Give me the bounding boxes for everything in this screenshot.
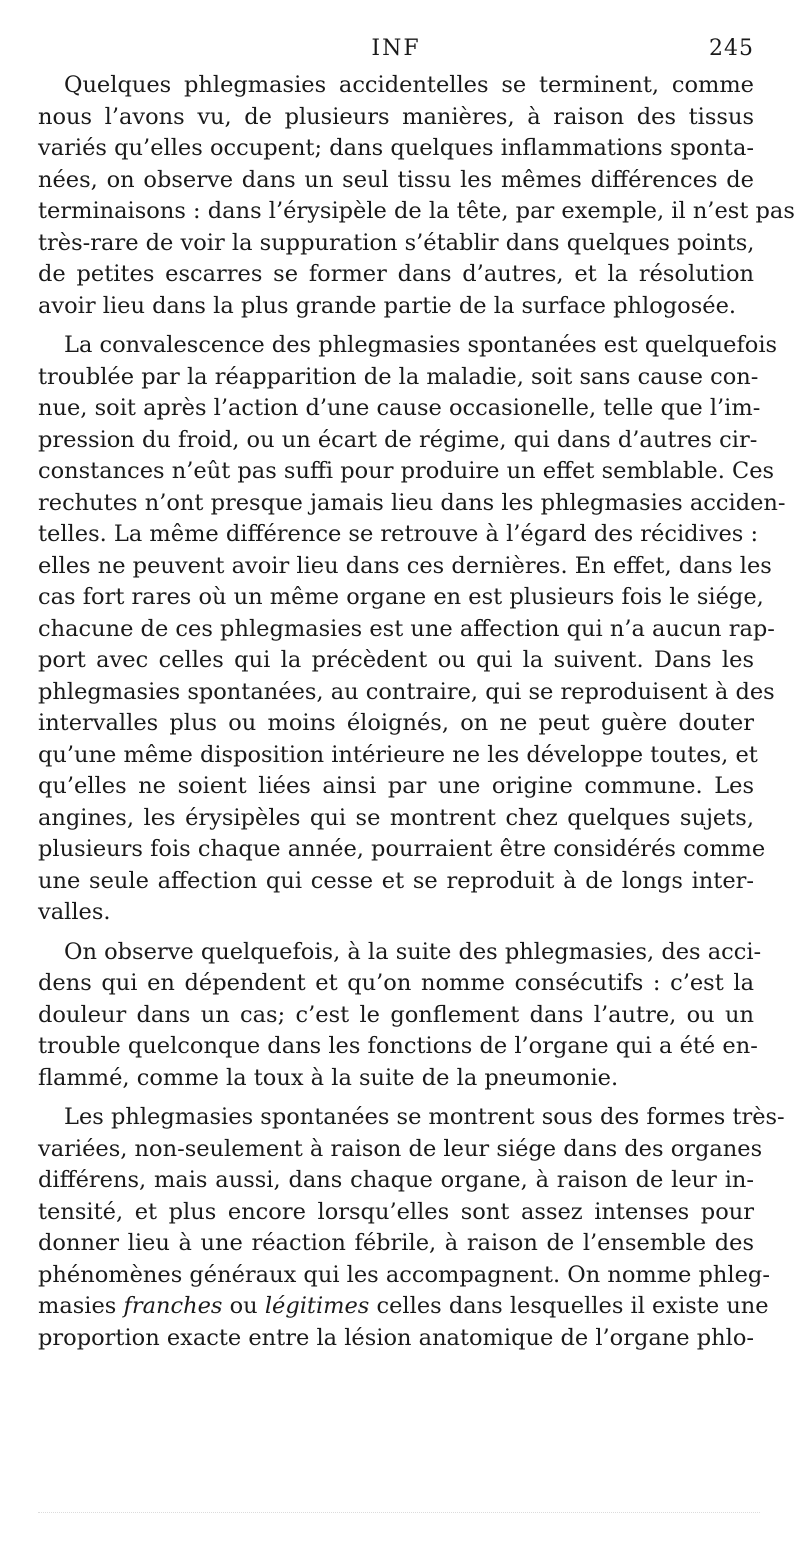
text-line: phlegmasies spontanées, au contraire, qui se reproduisent à des: [38, 678, 775, 705]
text-line: troublée par la réapparition de la maladie, soit sans cause con-: [38, 363, 759, 390]
text-line: de petites escarres se former dans d’autres, et la résolution: [38, 261, 754, 287]
text-line: flammé, comme la toux à la suite de la pneumonie.: [38, 1064, 619, 1091]
text-line: phénomènes généraux qui les accompagnent. On nomme phleg-: [38, 1261, 770, 1288]
text-line: chacune de ces phlegmasies est une affection qui n’a aucun rap-: [38, 615, 775, 642]
text-line: pression du froid, ou un écart de régime, qui dans d’autres cir-: [38, 426, 758, 453]
text-line: plusieurs fois chaque année, pourraient être considérés comme: [38, 836, 766, 862]
text-line: On observe quelquefois, à la suite des phlegmasies, des acci-: [64, 938, 762, 965]
text-line: qu’elles ne soient liées ainsi par une origine commune. Les: [38, 773, 754, 799]
text-line: cas fort rares où un même organe en est plusieurs fois le siége,: [38, 584, 764, 610]
text-line: nées, on observe dans un seul tissu les mêmes différences de: [38, 166, 754, 193]
page-bottom-margin: [38, 1512, 760, 1523]
text-line: Quelques phlegmasies accidentelles se terminent, comme: [64, 72, 754, 98]
text-line: variées, non-seulement à raison de leur siége dans des organes: [38, 1135, 763, 1162]
text-line: avoir lieu dans la plus grande partie de la surface phlogosée.: [38, 292, 737, 319]
text-line: constances n’eût pas suffi pour produire un effet semblable. Ces: [38, 458, 775, 484]
text-fragment: ou: [222, 1293, 265, 1319]
text-line: différens, mais aussi, dans chaque organe, à raison de leur in-: [38, 1167, 754, 1193]
paragraph-4: [38, 1102, 785, 1354]
running-head: [38, 36, 754, 66]
paragraph-3: [38, 937, 762, 1095]
page-number: 245: [709, 36, 754, 61]
text-line: tensité, et plus encore lorsqu’elles sont assez intenses pour: [38, 1198, 754, 1225]
text-line: douleur dans un cas; c’est le gonflement dans l’autre, ou un: [38, 1001, 754, 1028]
text-fragment: masies: [38, 1293, 124, 1319]
running-head-word: INF: [371, 36, 421, 61]
italic-term-franches: franches: [123, 1293, 223, 1319]
italic-term-legitimes: légitimes: [264, 1293, 370, 1319]
text-line: telles. La même différence se retrouve à l’égard des récidives :: [38, 521, 759, 547]
body-text: [38, 70, 795, 1362]
text-line: port avec celles qui la précèdent ou qui la suivent. Dans les: [38, 647, 754, 673]
text-line: très-rare de voir la suppuration s’établir dans quelques points,: [38, 229, 755, 256]
text-line: dens qui en dépendent et qu’on nomme consécutifs : c’est la: [38, 970, 754, 996]
text-line: qu’une même disposition intérieure ne les développe toutes, et: [38, 741, 758, 768]
text-line: intervalles plus ou moins éloignés, on ne peut guère douter: [38, 710, 754, 736]
text-line: elles ne peuvent avoir lieu dans ces dernières. En effet, dans les: [38, 552, 772, 579]
text-line-with-italics: [38, 1291, 769, 1323]
text-line: proportion exacte entre la lésion anatomique de l’organe phlo-: [38, 1324, 754, 1351]
text-line: valles.: [38, 899, 111, 925]
text-line: angines, les érysipèles qui se montrent chez quelques sujets,: [38, 804, 754, 831]
text-line: trouble quelconque dans les fonctions de l’organe qui a été en-: [38, 1033, 758, 1059]
text-line: une seule affection qui cesse et se reproduit à de longs inter-: [38, 867, 754, 894]
paragraph-1: [38, 70, 795, 322]
text-line: La convalescence des phlegmasies spontanées est quelquefois: [64, 332, 778, 358]
text-line: terminaisons : dans l’érysipèle de la tête, par exemple, il n’est pas: [38, 198, 795, 224]
text-line: nous l’avons vu, de plusieurs manières, à raison des tissus: [38, 103, 754, 130]
text-fragment: celles dans lesquelles il existe une: [369, 1293, 769, 1319]
text-line: Les phlegmasies spontanées se montrent sous des formes très-: [64, 1104, 785, 1130]
text-line: nue, soit après l’action d’une cause occasionelle, telle que l’im-: [38, 395, 761, 421]
paragraph-2: [38, 330, 786, 929]
text-line: donner lieu à une réaction fébrile, à raison de l’ensemble des: [38, 1230, 754, 1256]
text-line: variés qu’elles occupent; dans quelques inflammations sponta-: [38, 135, 754, 161]
text-line: rechutes n’ont presque jamais lieu dans les phlegmasies acciden-: [38, 489, 786, 516]
